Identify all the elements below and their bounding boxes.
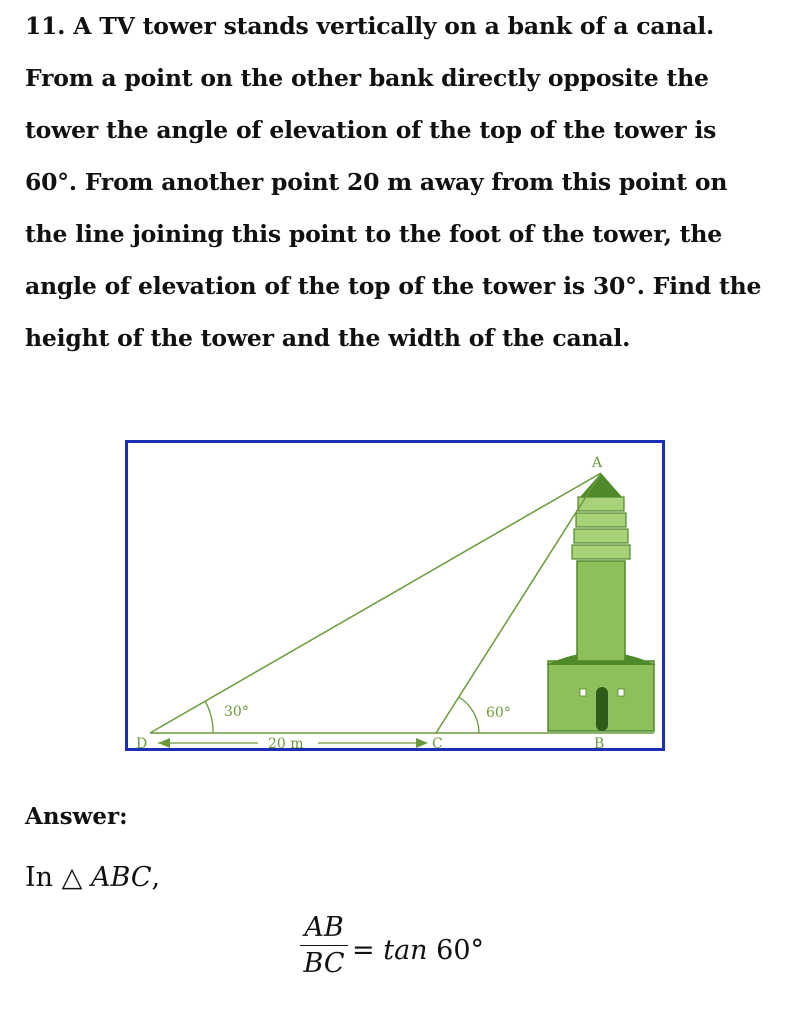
equation-rhs [352, 935, 484, 966]
fraction-denominator: BC [303, 948, 345, 979]
question-line: tower the angle of elevation of the top of the tower is [25, 116, 717, 144]
fraction [300, 912, 348, 979]
distance-label: 20 m [268, 736, 304, 748]
label-c: C [432, 736, 443, 748]
angle-label-c: 60° [486, 705, 511, 721]
fraction-numerator: AB [300, 912, 348, 946]
angle-arc-d [205, 701, 213, 733]
intro-suffix: , [151, 862, 161, 893]
angle-value: 60° [427, 935, 485, 966]
equals-sign: = [352, 935, 384, 966]
answer-heading: Answer: [25, 803, 128, 830]
answer-intro [25, 862, 160, 893]
function-name: tan [383, 935, 428, 966]
tower-illustration [546, 473, 656, 731]
label-a: A [592, 455, 603, 471]
intro-triangle: ABC [90, 862, 152, 893]
question-line: 11. A TV tower stands vertically on a bank of a canal. [25, 12, 714, 40]
angle-label-d: 30° [224, 704, 249, 720]
angle-arc-c [459, 697, 479, 733]
arrowhead-right [416, 738, 428, 748]
tower-diagram [128, 443, 662, 748]
question-line: the line joining this point to the foot of the tower, the [25, 220, 722, 248]
question-line: height of the tower and the width of the canal. [25, 324, 631, 352]
label-d: D [136, 736, 148, 748]
figure-frame [125, 440, 665, 751]
label-b: B [594, 736, 605, 748]
line-da [150, 473, 601, 733]
question-line: From a point on the other bank directly opposite the [25, 64, 709, 92]
question-line: angle of elevation of the top of the tower is 30°. Find the [25, 272, 762, 300]
intro-prefix: In △ [25, 862, 91, 893]
question-line: 60°. From another point 20 m away from this point on [25, 168, 728, 196]
